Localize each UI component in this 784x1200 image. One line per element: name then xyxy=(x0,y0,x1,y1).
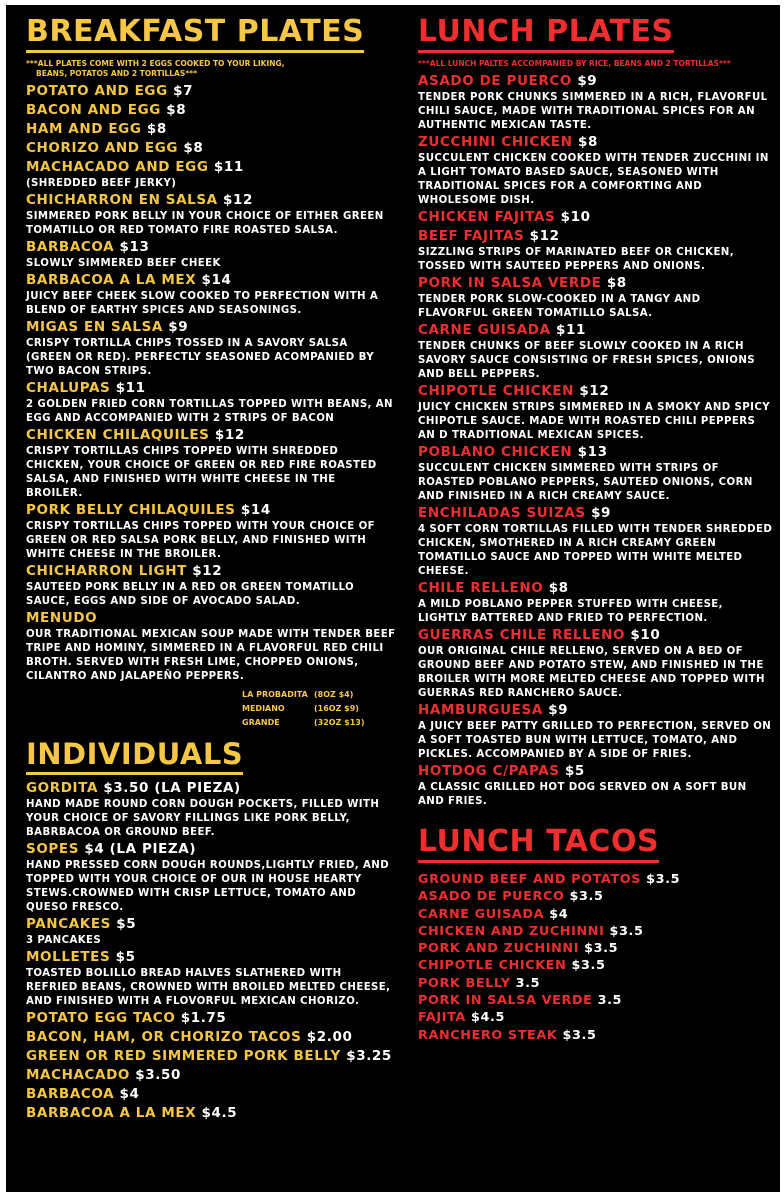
item-name: HAMBURGUESA xyxy=(418,702,543,718)
item-price: 3.5 xyxy=(597,993,623,1009)
item-name: HAM AND EGG xyxy=(26,121,142,137)
item-description: HAND PRESSED CORN DOUGH ROUNDS,LIGHTLY FRIED, AND TOPPED WITH YOUR CHOICE OF OUR IN HOUSE HEARTY STEWS.CROWNED WITH CRISP LETTUCE, TOMATO AND QUESO FRESCO. xyxy=(26,860,390,913)
menu-item xyxy=(418,1027,773,1044)
item-name: BACON AND EGG xyxy=(26,102,161,118)
item-description: SAUTEED PORK BELLY IN A RED OR GREEN TOMATILLO SAUCE, EGGS AND SIDE OF AVOCADO SALAD. xyxy=(26,582,355,607)
item-name-line xyxy=(418,579,773,598)
item-name: PORK BELLY CHILAQUILES xyxy=(26,502,236,518)
item-name-line xyxy=(418,626,773,645)
item-name: GUERRAS CHILE RELLENO xyxy=(418,627,626,643)
item-name-line xyxy=(418,906,773,923)
item-description: SUCCULENT CHICKEN SIMMERED WITH STRIPS OF ROASTED POBLANO PEPPERS, SAUTEED ONIONS, CORN AND FINISHED IN A RICH CREAMY SAUCE. xyxy=(418,463,753,502)
left-column xyxy=(26,5,396,1123)
item-price: $12 xyxy=(223,192,254,208)
menu-item xyxy=(26,1028,396,1047)
item-price: $11 xyxy=(115,380,146,396)
item-price: $3.25 xyxy=(346,1048,392,1064)
item-description: A CLASSIC GRILLED HOT DOG SERVED ON A SOFT BUN AND FRIES. xyxy=(418,782,747,807)
size-detail: (32OZ $13) xyxy=(314,718,365,727)
item-name-line xyxy=(418,923,773,940)
item-name: SOPES xyxy=(26,841,80,857)
item-price: $5 xyxy=(564,763,585,779)
menu-item xyxy=(26,1047,396,1066)
menu-item xyxy=(418,871,773,888)
item-name-line xyxy=(26,562,396,581)
item-price: $12 xyxy=(579,383,610,399)
item-price: $8 xyxy=(606,275,627,291)
item-price: $8 xyxy=(577,134,598,150)
menu-item xyxy=(26,501,396,562)
item-description: A JUICY BEEF PATTY GRILLED TO PERFECTION, SERVED ON A SOFT TOASTED BUN WITH LETTUCE, TOMATO, AND PICKLES. ACCOMPANIED BY A SIDE OF FRIES. xyxy=(418,721,772,760)
item-description: CRISPY TORTILLAS CHIPS TOPPED WITH YOUR CHOICE OF GREEN OR RED SALSA PORK BELLY, AND FINISHED WITH WHITE CHEESE IN THE BROILER. xyxy=(26,521,376,560)
item-description: TOASTED BOLILLO BREAD HALVES SLATHERED WITH REFRIED BEANS, CROWNED WITH BROILED MELTED CHEESE, AND FINISHED WITH A FLOVORFUL MEXICAN CHORIZO. xyxy=(26,968,391,1007)
menu-item xyxy=(26,120,396,139)
menu-item xyxy=(26,139,396,158)
item-price: $12 xyxy=(192,563,223,579)
item-price: $2.00 xyxy=(306,1029,353,1045)
item-price: $4 xyxy=(119,1086,140,1102)
size-label: GRANDE xyxy=(242,718,280,727)
menu-item xyxy=(418,975,773,992)
item-price: $9 xyxy=(548,702,569,718)
item-name: MENUDO xyxy=(26,610,98,626)
menu-page xyxy=(6,5,780,1192)
item-price: $11 xyxy=(213,159,244,175)
size-detail: (16OZ $9) xyxy=(314,704,359,713)
item-name: GORDITA xyxy=(26,780,98,796)
item-price: $10 xyxy=(630,627,661,643)
individuals-title: INDIVIDUALS xyxy=(26,740,243,775)
item-name: CHORIZO AND EGG xyxy=(26,140,179,156)
menudo-size-row xyxy=(242,716,396,730)
item-price: $3.5 xyxy=(584,941,619,957)
size-label: LA PROBADITA xyxy=(242,690,308,699)
item-name-line xyxy=(418,940,773,957)
menu-item xyxy=(26,158,396,191)
menu-item xyxy=(26,271,396,318)
menu-item xyxy=(418,274,773,321)
item-name-line xyxy=(418,762,773,781)
item-price: $4 (LA PIEZA) xyxy=(84,841,197,857)
item-name-line xyxy=(26,1066,396,1085)
item-price: $5 xyxy=(116,916,137,932)
breakfast-note xyxy=(26,59,396,79)
item-price: $3.5 xyxy=(609,923,644,939)
menu-item xyxy=(418,992,773,1009)
lunch-items xyxy=(418,72,773,809)
menudo-size-row xyxy=(242,688,396,702)
item-name-line xyxy=(26,271,396,290)
item-name-line xyxy=(26,779,396,798)
breakfast-items xyxy=(26,82,396,684)
lunch-plates-title: LUNCH PLATES xyxy=(418,5,674,53)
item-name-line xyxy=(26,379,396,398)
item-name-line xyxy=(26,426,396,445)
item-name: BACON, HAM, OR CHORIZO TACOS xyxy=(26,1029,302,1045)
item-name: BARBACOA A LA MEX xyxy=(26,272,197,288)
breakfast-note-line2: BEANS, POTATOS AND 2 TORTILLAS*** xyxy=(36,69,198,78)
menu-item xyxy=(26,562,396,609)
menu-item xyxy=(418,957,773,974)
right-column xyxy=(418,5,773,1044)
item-price: $9 xyxy=(591,505,612,521)
individuals-items xyxy=(26,779,396,1123)
item-name-line xyxy=(26,1028,396,1047)
breakfast-plates-title: BREAKFAST PLATES xyxy=(26,5,364,53)
menu-item xyxy=(26,840,396,915)
item-name: CHIPOTLE CHICKEN xyxy=(418,958,567,974)
menu-item xyxy=(418,133,773,208)
item-name: HOTDOG C/PAPAS xyxy=(418,763,560,779)
menu-item xyxy=(26,948,396,1009)
item-name: CHICKEN CHILAQUILES xyxy=(26,427,210,443)
item-name: MACHACADO AND EGG xyxy=(26,159,209,175)
menu-item xyxy=(26,1066,396,1085)
item-price: $3.5 xyxy=(569,889,604,905)
menu-item xyxy=(418,208,773,227)
item-name-line xyxy=(418,133,773,152)
breakfast-note-line1: ***ALL PLATES COME WITH 2 EGGS COOKED TO YOUR LIKING, xyxy=(26,59,285,68)
item-price: $12 xyxy=(529,228,560,244)
item-name: BEEF FAJITAS xyxy=(418,228,525,244)
item-name-line xyxy=(26,1104,396,1123)
item-price: $14 xyxy=(240,502,271,518)
item-price: $8 xyxy=(166,102,187,118)
menu-item xyxy=(26,1085,396,1104)
item-price: $5 xyxy=(115,949,136,965)
item-name-line xyxy=(26,1085,396,1104)
item-name: MACHACADO xyxy=(26,1067,130,1083)
item-price: $3.50 xyxy=(135,1067,181,1083)
menu-item xyxy=(418,626,773,701)
item-name-line xyxy=(418,992,773,1009)
menu-item xyxy=(418,227,773,274)
menu-item xyxy=(418,906,773,923)
menu-item xyxy=(26,1104,396,1123)
item-name: GREEN OR RED SIMMERED PORK BELLY xyxy=(26,1048,341,1064)
item-description: TENDER PORK SLOW-COOKED IN A TANGY AND FLAVORFUL GREEN TOMATILLO SALSA. xyxy=(418,294,701,319)
item-name: POBLANO CHICKEN xyxy=(418,444,573,460)
menu-item xyxy=(418,504,773,579)
item-price: $1.75 xyxy=(180,1010,227,1026)
menu-item xyxy=(418,321,773,382)
menu-item xyxy=(26,82,396,101)
item-description: JUICY BEEF CHEEK SLOW COOKED TO PERFECTION WITH A BLEND OF EARTHY SPICES AND SEASONINGS. xyxy=(26,291,379,316)
item-name-line xyxy=(418,321,773,340)
size-detail: (8OZ $4) xyxy=(314,690,354,699)
item-description: SUCCULENT CHICKEN COOKED WITH TENDER ZUCCHINI IN A LIGHT TOMATO BASED SAUCE, SEASONED WITH TRADITIONAL SPICES FOR A COMFORTING AND WHOLESOME DISH. xyxy=(418,153,769,206)
item-price: $14 xyxy=(201,272,232,288)
item-name-line xyxy=(418,957,773,974)
item-name-line xyxy=(418,72,773,91)
item-name-line xyxy=(418,443,773,462)
item-name-line xyxy=(418,871,773,888)
item-name: CHICHARRON EN SALSA xyxy=(26,192,218,208)
item-description: TENDER CHUNKS OF BEEF SLOWLY COOKED IN A RICH SAVORY SAUCE CONSISTING OF FRESH SPICES, ONIONS AND BELL PEPPERS. xyxy=(418,341,755,380)
item-name: ASADO DE PUERCO xyxy=(418,889,565,905)
menu-item xyxy=(418,923,773,940)
menu-item xyxy=(26,915,396,948)
menu-item xyxy=(26,238,396,271)
item-description: A MILD POBLANO PEPPER STUFFED WITH CHEESE, LIGHTLY BATTERED AND FRIED TO PERFECTION. xyxy=(418,599,723,624)
menu-item xyxy=(26,318,396,379)
item-name: CHIPOTLE CHICKEN xyxy=(418,383,575,399)
item-description: TENDER PORK CHUNKS SIMMERED IN A RICH, FLAVORFUL CHILI SAUCE, MADE WITH TRADITIONAL SPICES FOR AN AUTHENTIC MEXICAN TASTE. xyxy=(418,92,768,131)
item-price: $8 xyxy=(146,121,167,137)
menu-item xyxy=(26,101,396,120)
item-price: $11 xyxy=(555,322,586,338)
item-name: ENCHILADAS SUIZAS xyxy=(418,505,586,521)
item-name: PORK BELLY xyxy=(418,975,511,991)
item-name: POTATO AND EGG xyxy=(26,83,168,99)
item-name-line xyxy=(418,504,773,523)
item-description: HAND MADE ROUND CORN DOUGH POCKETS, FILLED WITH YOUR CHOICE OF SAVORY FILLINGS LIKE PORK BELLY, BABRBACOA OR GROUND BEEF. xyxy=(26,799,380,838)
item-description: 2 GOLDEN FRIED CORN TORTILLAS TOPPED WITH BEANS, AN EGG AND ACCOMPANIED WITH 2 STRIPS OF BACON xyxy=(26,399,393,424)
menu-item xyxy=(418,443,773,504)
item-name-line xyxy=(418,1009,773,1026)
item-name: PORK IN SALSA VERDE xyxy=(418,993,593,1009)
item-price: $9 xyxy=(577,73,598,89)
item-name: FAJITA xyxy=(418,1010,466,1026)
item-price: $8 xyxy=(548,580,569,596)
item-price: $4.5 xyxy=(471,1010,505,1026)
item-price: $4.5 xyxy=(201,1105,238,1121)
item-name-line xyxy=(26,609,396,628)
item-description: OUR TRADITIONAL MEXICAN SOUP MADE WITH TENDER BEEF TRIPE AND HOMINY, SIMMERED IN A FLAVORFUL RED CHILI BROTH. SERVED WITH FRESH LIME, CHOPPED ONIONS, CILANTRO AND JALAPEÑO PEPPERS. xyxy=(26,629,396,682)
item-name: CARNE GUISADA xyxy=(418,906,545,922)
menu-item xyxy=(418,1009,773,1026)
item-name-line xyxy=(26,948,396,967)
item-name-line xyxy=(418,227,773,246)
item-price: $13 xyxy=(577,444,608,460)
item-description: OUR ORIGINAL CHILE RELLENO, SERVED ON A BED OF GROUND BEEF AND POTATO STEW, AND FINISHED IN THE BROILER WITH MORE MELTED CHEESE AND TOPPED WITH GUERRAS RED RANCHERO SAUCE. xyxy=(418,646,765,699)
item-name-line xyxy=(418,888,773,905)
item-description: (SHREDDED BEEF JERKY) xyxy=(26,178,177,189)
item-name: CARNE GUISADA xyxy=(418,322,551,338)
menudo-sizes xyxy=(242,688,396,730)
menu-item xyxy=(26,426,396,501)
item-name: CHALUPAS xyxy=(26,380,111,396)
item-name: GROUND BEEF AND POTATOS xyxy=(418,872,642,887)
item-name: BARBACOA A LA MEX xyxy=(26,1105,197,1121)
item-price: 3.5 xyxy=(515,975,541,991)
item-name-line xyxy=(26,840,396,859)
item-name: POTATO EGG TACO xyxy=(26,1010,176,1026)
menu-item xyxy=(418,762,773,809)
item-name: BARBACOA xyxy=(26,239,115,255)
item-price: $10 xyxy=(560,209,591,225)
tacos-items xyxy=(418,871,773,1044)
item-name: PANCAKES xyxy=(26,916,111,932)
item-description: CRISPY TORTILLA CHIPS TOSSED IN A SAVORY SALSA (GREEN OR RED). PERFECTLY SEASONED ACOMPANIED BY TWO BACON STRIPS. xyxy=(26,338,374,377)
item-name-line xyxy=(418,1027,773,1044)
item-price: $7 xyxy=(173,83,194,99)
item-name-line xyxy=(26,1009,396,1028)
item-name-line xyxy=(26,238,396,257)
item-name-line xyxy=(418,382,773,401)
item-name: CHILE RELLENO xyxy=(418,580,544,596)
item-name: ZUCCHINI CHICKEN xyxy=(418,134,573,150)
item-name-line xyxy=(26,191,396,210)
menu-item xyxy=(418,701,773,762)
menu-item xyxy=(26,1009,396,1028)
menu-item xyxy=(418,579,773,626)
item-name-line xyxy=(26,120,396,139)
item-price: $9 xyxy=(168,319,189,335)
lunch-note: ***ALL LUNCH PALTES ACCOMPANIED BY RICE, BEANS AND 2 TORTILLAS*** xyxy=(418,59,731,68)
item-name-line xyxy=(418,975,773,992)
menu-item xyxy=(418,72,773,133)
menudo-size-row xyxy=(242,702,396,716)
item-name: CHICKEN AND ZUCHINNI xyxy=(418,923,605,939)
menu-item xyxy=(26,609,396,684)
item-name-line xyxy=(26,501,396,520)
item-name-line xyxy=(26,915,396,934)
item-name: BARBACOA xyxy=(26,1086,115,1102)
item-name-line xyxy=(418,274,773,293)
menu-item xyxy=(418,382,773,443)
item-name: RANCHERO STEAK xyxy=(418,1027,558,1043)
item-price: $3.5 xyxy=(646,872,681,887)
item-name-line xyxy=(26,1047,396,1066)
item-description: SIMMERED PORK BELLY IN YOUR CHOICE OF EITHER GREEN TOMATILLO OR RED TOMATO FIRE ROASTED SALSA. xyxy=(26,211,384,236)
item-price: $3.5 xyxy=(562,1027,597,1043)
item-description: CRISPY TORTILLAS CHIPS TOPPED WITH SHREDDED CHICKEN, YOUR CHOICE OF GREEN OR RED FIRE ROASTED SALSA, AND FINISHED WITH WHITE CHEESE IN THE BROILER. xyxy=(26,446,377,499)
item-name-line xyxy=(26,82,396,101)
item-name-line xyxy=(26,139,396,158)
item-price: $4 xyxy=(549,906,569,922)
item-name-line xyxy=(26,158,396,177)
item-name-line xyxy=(26,318,396,337)
item-name: MOLLETES xyxy=(26,949,111,965)
item-description: JUICY CHICKEN STRIPS SIMMERED IN A SMOKY AND SPICY CHIPOTLE SAUCE. MADE WITH ROASTED CHILI PEPPERS AN D TRADITIONAL MEXICAN SPICES. xyxy=(418,402,770,441)
item-name: ASADO DE PUERCO xyxy=(418,73,572,89)
size-label: MEDIANO xyxy=(242,704,285,713)
menu-item xyxy=(26,779,396,840)
lunch-tacos-title: LUNCH TACOS xyxy=(418,827,659,863)
menu-item xyxy=(26,191,396,238)
item-price: $13 xyxy=(119,239,150,255)
item-name: MIGAS EN SALSA xyxy=(26,319,163,335)
item-description: SLOWLY SIMMERED BEEF CHEEK xyxy=(26,258,221,269)
item-price: $12 xyxy=(214,427,245,443)
menu-item xyxy=(26,379,396,426)
item-description: 3 PANCAKES xyxy=(26,935,102,946)
item-price: $3.5 xyxy=(571,958,606,974)
item-description: 4 SOFT CORN TORTILLAS FILLED WITH TENDER SHREDDED CHICKEN, SMOTHERED IN A RICH CREAMY GREEN TOMATILLO SAUCE AND TOPPED WITH WHITE MELTED CHEESE. xyxy=(418,524,773,577)
item-name: CHICKEN FAJITAS xyxy=(418,209,556,225)
item-price: $8 xyxy=(183,140,204,156)
item-name-line xyxy=(418,701,773,720)
item-name: CHICHARRON LIGHT xyxy=(26,563,187,579)
menu-item xyxy=(418,940,773,957)
item-name-line xyxy=(418,208,773,227)
item-name: PORK AND ZUCHINNI xyxy=(418,941,580,957)
menu-item xyxy=(418,888,773,905)
item-price: $3.50 (LA PIEZA) xyxy=(103,780,241,796)
item-description: SIZZLING STRIPS OF MARINATED BEEF OR CHICKEN, TOSSED WITH SAUTEED PEPPERS AND ONIONS. xyxy=(418,247,735,272)
item-name-line xyxy=(26,101,396,120)
item-name: PORK IN SALSA VERDE xyxy=(418,275,602,291)
